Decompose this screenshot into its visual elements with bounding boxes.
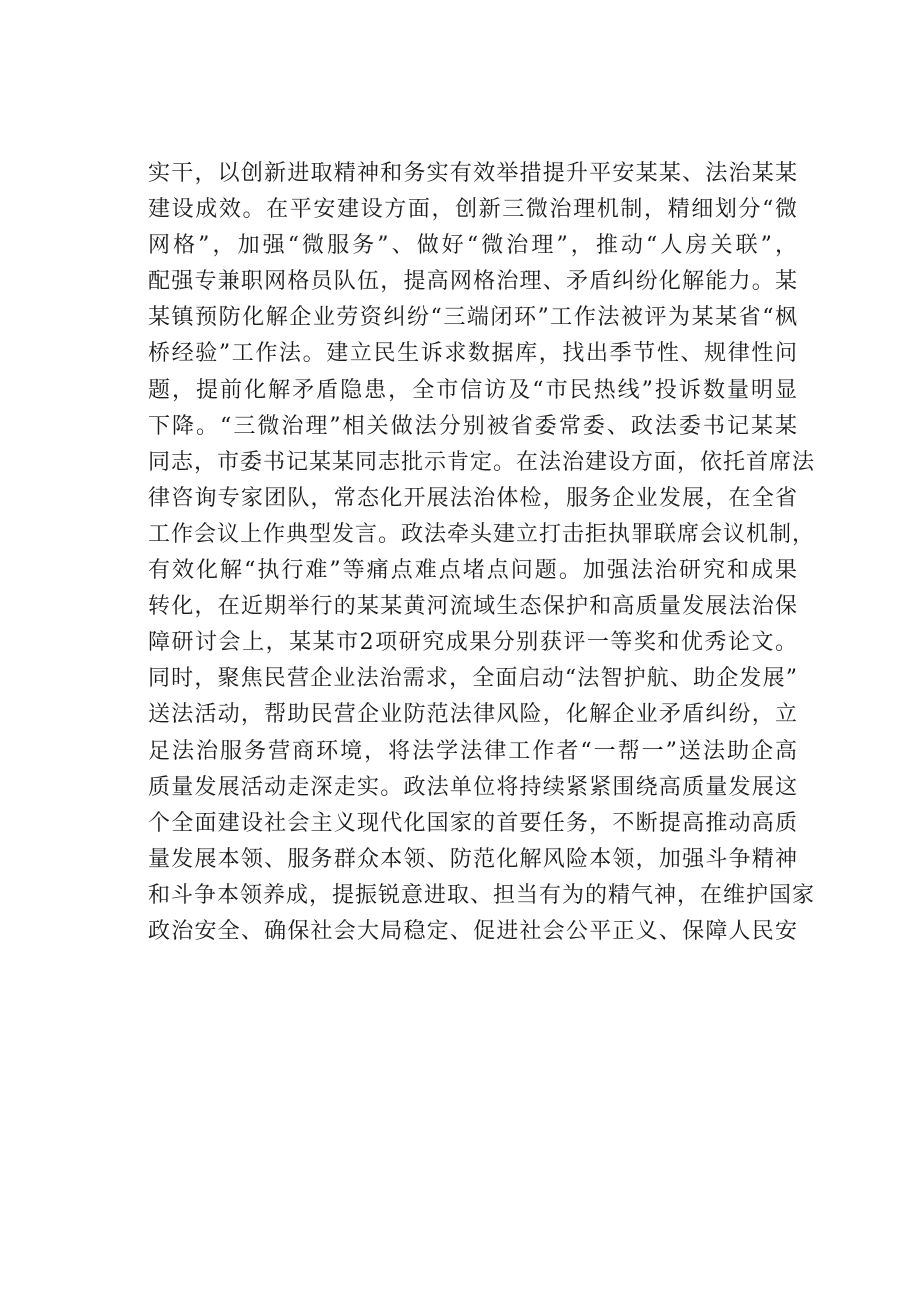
- text-line: 配强专兼职网格员队伍，提高网格治理、矛盾纠纷化解能力。某: [148, 269, 798, 295]
- text-line: 建设成效。在平安建设方面，创新三微治理机制，精细划分“微: [148, 197, 798, 223]
- text-line: 转化，在近期举行的某某黄河流域生态保护和高质量发展法治保: [148, 594, 798, 620]
- text-line: 桥经验”工作法。建立民生诉求数据库，找出季节性、规律性问: [148, 341, 798, 367]
- text-line: 政治安全、确保社会大局稳定、促进社会公平正义、保障人民安: [148, 918, 798, 944]
- text-line: 网格”，加强“微服务”、做好“微治理”，推动“人房关联”，: [148, 233, 798, 259]
- text-line: 律咨询专家团队，常态化开展法治体检，服务企业发展，在全省: [148, 485, 798, 511]
- text-line: 同志，市委书记某某同志批示肯定。在法治建设方面，依托首席法: [148, 449, 816, 475]
- text-line: 障研讨会上，某某市2项研究成果分别获评一等奖和优秀论文。: [148, 630, 798, 656]
- text-line: 下降。“三微治理”相关做法分别被省委常委、政法委书记某某: [148, 413, 798, 439]
- text-line: 足法治服务营商环境，将法学法律工作者“一帮一”送法助企高: [148, 738, 798, 764]
- text-line: 量发展本领、服务群众本领、防范化解风险本领，加强斗争精神: [148, 846, 798, 872]
- text-line: 个全面建设社会主义现代化国家的首要任务，不断提高推动高质: [148, 810, 798, 836]
- text-line: 送法活动，帮助民营企业防范法律风险，化解企业矛盾纠纷，立: [148, 702, 798, 728]
- text-line: 和斗争本领养成，提振锐意进取、担当有为的精气神，在维护国家: [148, 882, 816, 908]
- text-line: 某镇预防化解企业劳资纠纷“三端闭环”工作法被评为某某省“枫: [148, 305, 798, 331]
- text-line: 实干，以创新进取精神和务实有效举措提升平安某某、法治某某: [148, 161, 798, 186]
- text-line: 题，提前化解矛盾隐患，全市信访及“市民热线”投诉数量明显: [148, 377, 798, 403]
- text-line: 工作会议上作典型发言。政法牵头建立打击拒执罪联席会议机制，: [148, 521, 816, 547]
- text-line: 同时，聚焦民营企业法治需求，全面启动“法智护航、助企发展”: [148, 666, 798, 692]
- text-line: 质量发展活动走深走实。政法单位将持续紧紧围绕高质量发展这: [148, 774, 798, 800]
- body-paragraph: [148, 156, 816, 950]
- text-line: 有效化解“执行难”等痛点难点堵点问题。加强法治研究和成果: [148, 558, 798, 584]
